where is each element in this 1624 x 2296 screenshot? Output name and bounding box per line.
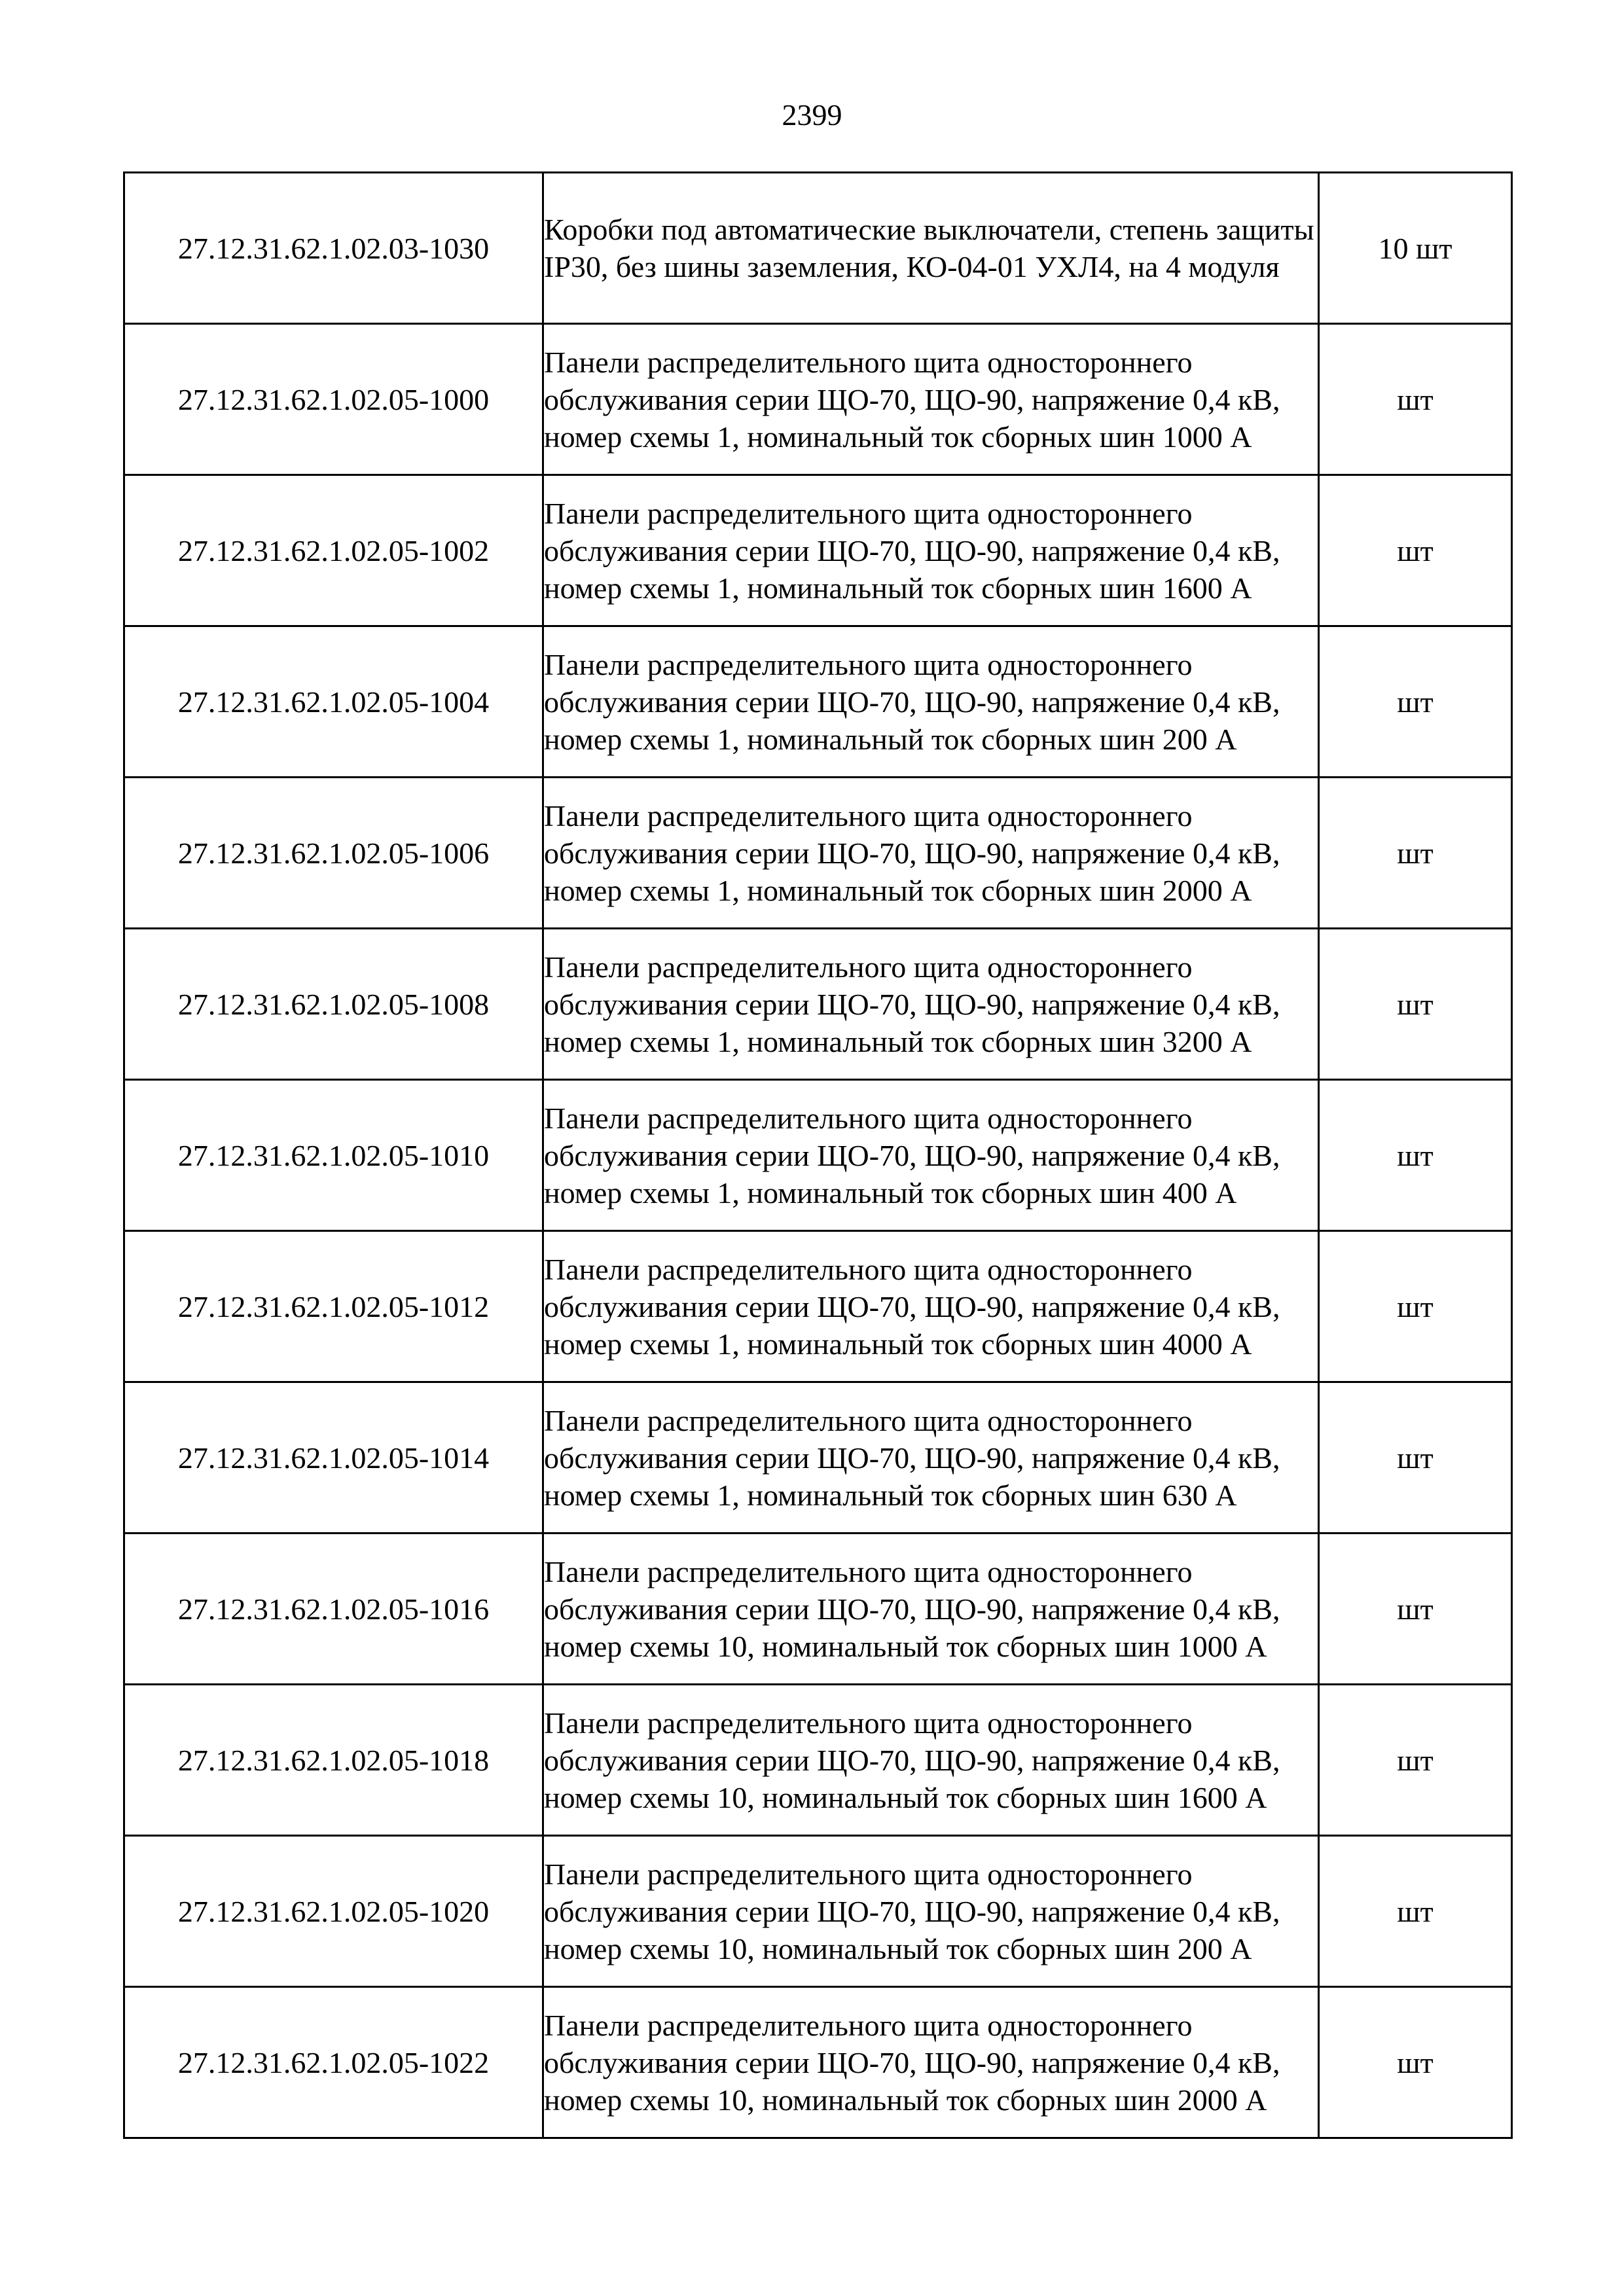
resource-code: 27.12.31.62.1.02.05-1018 [124, 1685, 543, 1836]
resource-description: Панели распределительного щита одностороннего обслуживания серии ЩО-70, ЩО-90, напряжение 0,4 кВ, номер схемы 1, номинальный ток сборных шин 630 А [543, 1382, 1319, 1534]
resource-unit: шт [1319, 324, 1512, 475]
resource-description: Панели распределительного щита одностороннего обслуживания серии ЩО-70, ЩО-90, напряжение 0,4 кВ, номер схемы 10, номинальный ток сборных шин 2000 А [543, 1987, 1319, 2138]
table-row [124, 173, 1512, 324]
resource-code: 27.12.31.62.1.02.03-1030 [124, 173, 543, 324]
resource-unit: шт [1319, 1080, 1512, 1231]
table-row [124, 475, 1512, 626]
table-row [124, 929, 1512, 1080]
resource-description: Панели распределительного щита одностороннего обслуживания серии ЩО-70, ЩО-90, напряжение 0,4 кВ, номер схемы 1, номинальный ток сборных шин 2000 А [543, 778, 1319, 929]
resource-table [123, 171, 1513, 2139]
resource-code: 27.12.31.62.1.02.05-1014 [124, 1382, 543, 1534]
resource-unit: шт [1319, 1836, 1512, 1987]
resource-code: 27.12.31.62.1.02.05-1002 [124, 475, 543, 626]
resource-description: Панели распределительного щита одностороннего обслуживания серии ЩО-70, ЩО-90, напряжение 0,4 кВ, номер схемы 1, номинальный ток сборных шин 3200 А [543, 929, 1319, 1080]
resource-unit: шт [1319, 626, 1512, 778]
resource-description: Панели распределительного щита одностороннего обслуживания серии ЩО-70, ЩО-90, напряжение 0,4 кВ, номер схемы 10, номинальный ток сборных шин 1000 А [543, 1534, 1319, 1685]
table-row [124, 1080, 1512, 1231]
resource-unit: шт [1319, 475, 1512, 626]
page-number: 2399 [782, 98, 842, 132]
resource-description: Панели распределительного щита одностороннего обслуживания серии ЩО-70, ЩО-90, напряжение 0,4 кВ, номер схемы 1, номинальный ток сборных шин 400 А [543, 1080, 1319, 1231]
resource-code: 27.12.31.62.1.02.05-1020 [124, 1836, 543, 1987]
table-row [124, 1534, 1512, 1685]
resource-description: Панели распределительного щита одностороннего обслуживания серии ЩО-70, ЩО-90, напряжение 0,4 кВ, номер схемы 10, номинальный ток сборных шин 200 А [543, 1836, 1319, 1987]
resource-description: Панели распределительного щита одностороннего обслуживания серии ЩО-70, ЩО-90, напряжение 0,4 кВ, номер схемы 1, номинальный ток сборных шин 1600 А [543, 475, 1319, 626]
resource-unit: шт [1319, 778, 1512, 929]
resource-description: Панели распределительного щита одностороннего обслуживания серии ЩО-70, ЩО-90, напряжение 0,4 кВ, номер схемы 1, номинальный ток сборных шин 1000 А [543, 324, 1319, 475]
table-row [124, 1836, 1512, 1987]
resource-code: 27.12.31.62.1.02.05-1022 [124, 1987, 543, 2138]
table-row [124, 1382, 1512, 1534]
table-row [124, 778, 1512, 929]
resource-unit: шт [1319, 1231, 1512, 1382]
resource-unit: шт [1319, 1534, 1512, 1685]
resource-code: 27.12.31.62.1.02.05-1006 [124, 778, 543, 929]
resource-unit: шт [1319, 1382, 1512, 1534]
resource-code: 27.12.31.62.1.02.05-1010 [124, 1080, 543, 1231]
resource-unit: шт [1319, 1987, 1512, 2138]
resource-code: 27.12.31.62.1.02.05-1000 [124, 324, 543, 475]
resource-code: 27.12.31.62.1.02.05-1012 [124, 1231, 543, 1382]
resource-unit: шт [1319, 1685, 1512, 1836]
resource-description: Панели распределительного щита одностороннего обслуживания серии ЩО-70, ЩО-90, напряжение 0,4 кВ, номер схемы 1, номинальный ток сборных шин 200 А [543, 626, 1319, 778]
resource-code: 27.12.31.62.1.02.05-1008 [124, 929, 543, 1080]
table-row [124, 1231, 1512, 1382]
resource-description: Панели распределительного щита одностороннего обслуживания серии ЩО-70, ЩО-90, напряжение 0,4 кВ, номер схемы 10, номинальный ток сборных шин 1600 А [543, 1685, 1319, 1836]
resource-code: 27.12.31.62.1.02.05-1016 [124, 1534, 543, 1685]
resource-description: Коробки под автоматические выключатели, степень защиты IP30, без шины заземления, КО-04-01 УХЛ4, на 4 модуля [543, 173, 1319, 324]
resource-description: Панели распределительного щита одностороннего обслуживания серии ЩО-70, ЩО-90, напряжение 0,4 кВ, номер схемы 1, номинальный ток сборных шин 4000 А [543, 1231, 1319, 1382]
resource-unit: 10 шт [1319, 173, 1512, 324]
table-row [124, 626, 1512, 778]
table-row [124, 1685, 1512, 1836]
resource-unit: шт [1319, 929, 1512, 1080]
resource-code: 27.12.31.62.1.02.05-1004 [124, 626, 543, 778]
table-row [124, 324, 1512, 475]
table-row [124, 1987, 1512, 2138]
